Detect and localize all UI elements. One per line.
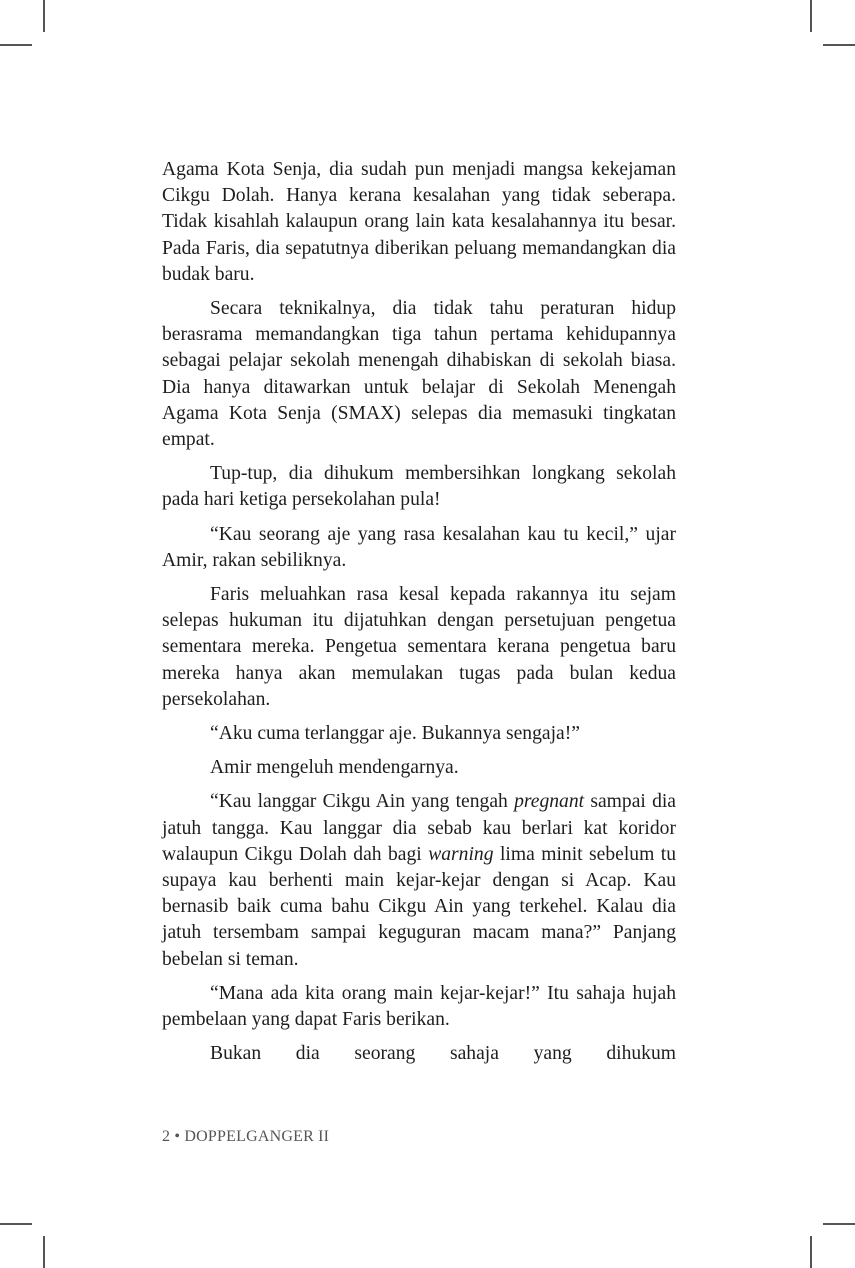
text-run: “Aku cuma terlanggar aje. Bukannya sengaja!”	[210, 723, 580, 745]
paragraph	[162, 1041, 676, 1067]
paragraph	[162, 522, 676, 574]
paragraph	[162, 157, 676, 288]
paragraph	[162, 789, 676, 972]
crop-mark-bottom-right-vertical	[810, 1236, 812, 1268]
footer-separator: •	[174, 1128, 181, 1145]
text-run: Agama Kota Senja, dia sudah pun menjadi mangsa kekejaman Cikgu Dolah. Hanya kerana kesalahan yang tidak seberapa. Tidak kisahlah kalaupun orang lain kata kesalahannya itu besar. Pada Faris, dia sepatutnya diberikan peluang memandangkan dia budak baru.	[162, 159, 676, 285]
crop-mark-bottom-left-vertical	[43, 1236, 45, 1268]
running-title: DOPPELGANGER II	[184, 1128, 330, 1145]
italic-phrase: warning	[428, 843, 494, 865]
page-footer	[162, 1128, 329, 1146]
crop-mark-bottom-left-horizontal	[0, 1223, 32, 1225]
page-number: 2	[162, 1128, 171, 1145]
paragraph	[162, 461, 676, 513]
text-run: “Mana ada kita orang main kejar-kejar!” Itu sahaja hujah pembelaan yang dapat Faris berikan.	[162, 982, 676, 1031]
italic-phrase: pregnant	[514, 791, 585, 813]
text-run: “Kau seorang aje yang rasa kesalahan kau tu kecil,” ujar Amir, rakan sebiliknya.	[162, 523, 676, 571]
paragraph	[162, 721, 676, 747]
text-run: Secara teknikalnya, dia tidak tahu peraturan hidup berasrama memandangkan tiga tahun pertama kehidupannya sebagai pelajar sekolah menengah dihabiskan di sekolah biasa. Dia hanya ditawarkan untuk belajar di Sekolah Menengah Agama Kota Senja (SMAX) selepas dia memasuki tingkatan empat.	[162, 298, 676, 451]
paragraph	[162, 981, 676, 1033]
text-run: sampai dia jatuh tangga. Kau langgar dia sebab kau berlari kat koridor walaupun Cikgu Dolah dah bagi	[162, 791, 677, 865]
text-run: lima minit sebelum tu supaya kau berhenti main kejar-kejar dengan si Acap. Kau bernasib baik cuma bahu Cikgu Ain yang terkehel. Kalau dia jatuh tersembam sampai keguguran macam mana?” Panjang bebelan si teman.	[162, 843, 677, 970]
crop-mark-top-right-vertical	[810, 0, 812, 32]
crop-mark-top-left-vertical	[43, 0, 45, 32]
text-run: Amir mengeluh mendengarnya.	[210, 757, 459, 779]
text-run: Tup-tup, dia dihukum membersihkan longkang sekolah pada hari ketiga persekolahan pula!	[162, 463, 676, 511]
text-run: Bukan dia seorang sahaja yang dihukum	[210, 1043, 676, 1065]
paragraph	[162, 755, 676, 781]
body-text	[162, 157, 676, 1076]
text-run: “Kau langgar Cikgu Ain yang tengah	[210, 791, 515, 813]
crop-mark-top-left-horizontal	[0, 44, 32, 46]
crop-mark-bottom-right-horizontal	[823, 1223, 855, 1225]
paragraph	[162, 296, 676, 453]
text-run: Faris meluahkan rasa kesal kepada rakannya itu sejam selepas hukuman itu dijatuhkan dengan persetujuan pengetua sementara mereka. Pengetua sementara kerana pengetua baru mereka hanya akan memulakan tugas pada bulan kedua persekolahan.	[162, 584, 676, 710]
crop-mark-top-right-horizontal	[823, 44, 855, 46]
paragraph	[162, 582, 676, 713]
